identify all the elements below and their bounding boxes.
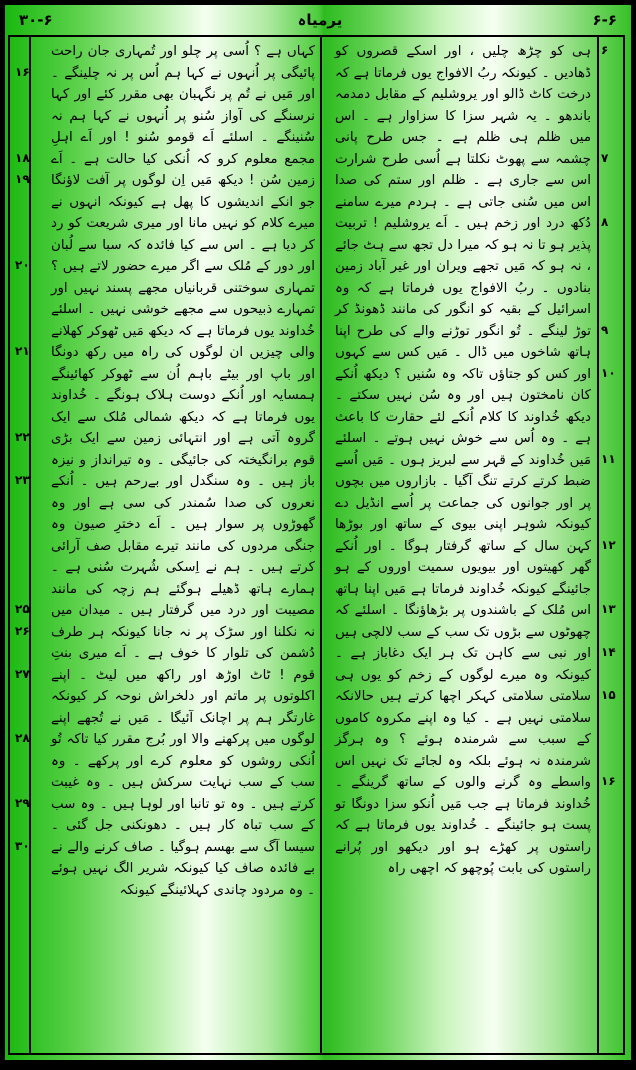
verse-number: ۸ xyxy=(601,215,609,229)
left-column-text: کہاں ہے ؟ اُسی پر چلو اور تُمہاری جان راحت پائیگی پر اُنہوں نے کہا ہم اُس پر نہ چلینگے ۔ اور مَیں نے تُم پر نگہبان بھی مقرر کئے اور کہا نرسنگے کی آواز سُنو پر اُنہوں نے کہا ہم نہ سُنینگے ۔ اسلئے اَے قومو سُنو ! اور اَے اہلِ مجمع معلوم کرو کہ اُنکی کیا حالت ہے ۔ اَے زمین سُن ! دیکھ مَیں اِن لوگوں پر آفت لاؤنگا جو انکے اندیشوں کا پھل ہے کیونکہ انہوں نے میرے کلام کو نہیں مانا اور میری شریعت کو رد کر دیا ہے ۔ اس سے کیا فائدہ کہ سبا سے لُبان اور دور کے مُلک سے اگر میرے حضور لاتے ہیں ؟ تمہاری سوختنی قربانیاں مجھے پسند نہیں اور تمہارے ذبیحوں سے مجھے خوشی نہیں ۔ اسلئے خُداوند یوں فرماتا ہے کہ دیکھ مَیں ٹھوکر کھلانے والی چیزیں ان لوگوں کی راہ میں رکھ دونگا اور باپ اور بیٹے باہم اُن سے ٹھوکر کھائینگے ہمسایہ اور اُنکے دوست ہلاک ہونگے ۔ خُداوند یوں فرماتا ہے کہ دیکھ شمالی مُلک سے ایک گروہ آتی ہے اور انتہائی زمین سے ایک بڑی قوم برانگیختہ کی جائیگی ۔ وہ تیرانداز و نیزہ باز ہیں ۔ وہ سنگدل اور بےرحم ہیں ۔ اُنکے نعروں کی صدا سُمندر کی سی ہے اور وہ گھوڑوں پر سوار ہیں ۔ اَے دخترِ صیون وہ جنگی مردوں کی مانند تیرے مقابل صف آرائی کرتے ہیں ۔ ہم نے اِسکی شُہرت سُنی ہے ۔ ہمارے ہاتھ ڈھیلے ہوگئے ہم زچہ کی مانند مصیبت اور درد میں گرفتار ہیں ۔ میدان میں نہ نکلنا اور سڑک پر نہ جانا کیونکہ ہر طرف دُشمن کی تلوار کا خوف ہے ۔ اَے میری بنتِ قوم ! ٹاٹ اوڑھ اور راکھ میں لیٹ ۔ اپنے اکلوتوں پر ماتم اور دلخراش نوحہ کر کیونکہ غارتگر ہم پر اچانک آئیگا ۔ مَیں نے تُجھے اپنے لوگوں میں پرکھنے والا اور بُرج مقرر کیا تاکہ تُو اُنکی روشوں کو معلوم کرے اور پرکھے ۔ وہ سب کے سب نہایت سرکش ہیں ۔ وہ غیبت کرتے ہیں ۔ وہ تو تانبا اور لوہا ہیں ۔ وہ سب کے سب تباہ کار ہیں ۔ دھونکنی جل گئی ۔ سیسا آگ سے بھسم ہوگیا ۔ صاف کرنے والے نے بے فائدہ صاف کیا کیونکہ شریر الگ نہیں ہوئے ۔ وہ مردود چاندی کہلائینگے کیونکہ xyxy=(51,44,315,898)
verse-number: ۱۰ xyxy=(601,365,616,380)
verse-number: ۱۹ xyxy=(15,172,30,186)
verse-number: ۲۳ xyxy=(15,473,30,487)
verse-number: ۱۴ xyxy=(601,645,616,659)
verse-number: ۲۸ xyxy=(15,731,30,745)
left-margin-rule xyxy=(29,35,31,1055)
right-text-column xyxy=(335,41,591,880)
chapter-range-left: ۳۰-۶ xyxy=(19,11,53,29)
verse-number: ۱۸ xyxy=(15,150,30,165)
verse-number: ۶ xyxy=(601,43,609,57)
verse-number: ۱۳ xyxy=(601,602,616,616)
verse-number: ۲۱ xyxy=(15,344,30,358)
verse-number: ۱۶ xyxy=(15,64,30,79)
book-title: یرمیاہ xyxy=(297,11,343,29)
chapter-range-right: ۶-۶ xyxy=(592,11,617,29)
verse-number: ۷ xyxy=(601,150,609,165)
verse-number: ۱۱ xyxy=(601,451,616,466)
verse-number: ۲۹ xyxy=(15,795,30,810)
verse-number: ۱۲ xyxy=(601,537,616,552)
scripture-page xyxy=(5,5,631,1060)
column-divider xyxy=(320,35,322,1055)
verse-number: ۱۶ xyxy=(601,774,616,788)
verse-number: ۱۵ xyxy=(601,688,616,702)
right-margin-rule xyxy=(597,35,599,1055)
verse-number: ۲۲ xyxy=(15,430,30,444)
left-text-column xyxy=(51,41,315,901)
page-header xyxy=(5,5,631,35)
verse-number: ۹ xyxy=(601,322,609,337)
verse-number: ۳۰ xyxy=(15,838,30,853)
verse-number: ۲۷ xyxy=(15,666,30,681)
verse-number: ۲۶ xyxy=(15,623,30,638)
verse-number: ۲۰ xyxy=(15,258,30,272)
right-column-text: ہی کو چڑھ چلیں ، اور اسکے قصروں کو ڈھادیں ۔ کیونکہ ربُ الافواج یوں فرماتا ہے کہ درخت کاٹ ڈالو اور یروشلیم کے مقابل دمدمہ باندھو ۔ یہ شہر سزا کا سزاوار ہے ۔ اس میں ظلم ہی ظلم ہے ۔ جس طرح پانی چشمہ سے پھوٹ نکلتا ہے اُسی طرح شرارت اس سے جاری ہے ۔ ظلم اور ستم کی صدا اس میں سُنی جاتی ہے ۔ ہردم میرے سامنے دُکھ درد اور زخم ہیں ۔ اَے یروشلیم ! تربیت پذیر ہو تا نہ ہو کہ میرا دل تجھ سے ہٹ جائے ، نہ ہو کہ مَیں تجھے ویران اور غیر آباد زمین بنادوں ۔ ربُ الافواج یوں فرماتا ہے کہ وہ اسرائیل کے بقیہ کو انگور کی مانند ڈھونڈ کر توڑ لینگے ۔ تُو انگور توڑنے والے کی طرح اپنا ہاتھ شاخوں میں ڈال ۔ مَیں کس سے کہوں اور کس کو جتاؤں تاکہ وہ سُنیں ؟ دیکھ اُنکے کان نامختون ہیں اور وہ سُن نہیں سکتے ۔ دیکھ خُداوند کا کلام اُنکے لئے حقارت کا باعث ہے ۔ وہ اُس سے خوش نہیں ہوتے ۔ اسلئے مَیں خُداوند کے قہر سے لبریز ہوں ۔ مَیں اُسے ضبط کرتے کرتے تنگ آگیا ۔ بازاروں میں بچوں پر اور جوانوں کی جماعت پر اُسے انڈیل دے کیونکہ شوہر اپنی بیوی کے ساتھ اور بوڑھا کہن سال کے ساتھ گرفتار ہوگا ۔ اور اُنکے گھر کھیتوں اور بیویوں سمیت اوروں کے ہو جائینگے کیونکہ خُداوند فرماتا ہے مَیں اپنا ہاتھ اس مُلک کے باشندوں پر بڑھاؤنگا ۔ اسلئے کہ چھوٹوں سے بڑوں تک سب کے سب لالچی ہیں اور نبی سے کاہن تک ہر ایک دغاباز ہے ۔ کیونکہ وہ میرے لوگوں کے زخم کو یوں ہی سلامتی سلامتی کہکر اچھا کرتے ہیں حالانکہ سلامتی نہیں ہے ۔ کیا وہ اپنے مکروہ کاموں کے سبب سے شرمندہ ہوئے ؟ وہ ہرگز شرمندہ نہ ہوئے بلکہ وہ لجائے تک نہیں اس واسطے وہ گرنے والوں کے ساتھ گرینگے ۔ خُداوند فرماتا ہے جب مَیں اُنکو سزا دونگا تو پست ہو جائینگے ۔ خُداوند یوں فرماتا ہے کہ راستوں پر کھڑے ہو اور دیکھو اور پُرانے راستوں کی بابت پُوچھو کہ اچھی راہ xyxy=(335,44,591,876)
verse-number: ۲۵ xyxy=(15,602,30,616)
